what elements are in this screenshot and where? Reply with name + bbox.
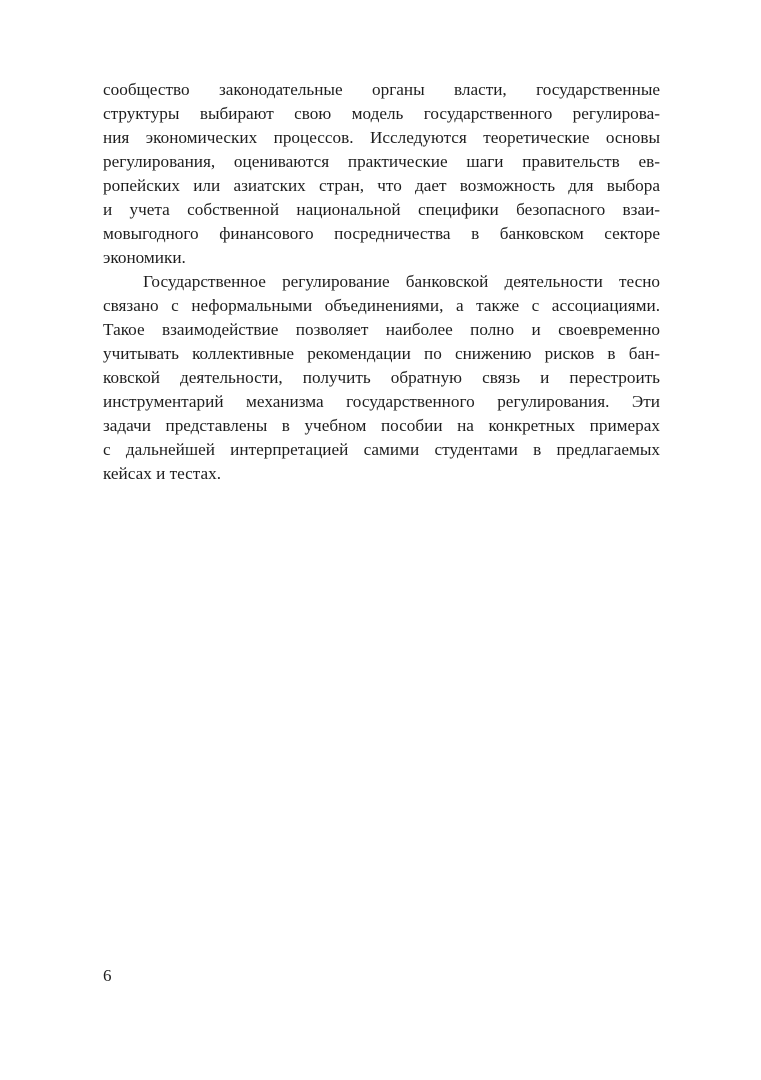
- text-line: инструментарий механизма государственного регулирования. Эти: [103, 392, 660, 411]
- body-text: [103, 78, 660, 486]
- text-line: с дальнейшей интерпретацией самими студентами в предлагаемых: [103, 440, 660, 459]
- text-line: ния экономических процессов. Исследуются теоретические основы: [103, 128, 660, 147]
- paragraph-2: [103, 270, 660, 486]
- text-line: учитывать коллективные рекомендации по снижению рисков в бан-: [103, 344, 660, 363]
- text-line: связано с неформальными объединениями, а также с ассоциациями.: [103, 296, 660, 315]
- text-line: кейсах и тестах.: [103, 464, 222, 483]
- text-line: структуры выбирают свою модель государственного регулирова-: [103, 104, 660, 123]
- text-line: задачи представлены в учебном пособии на конкретных примерах: [103, 416, 660, 435]
- text-line: ковской деятельности, получить обратную связь и перестроить: [103, 368, 660, 387]
- text-line: Такое взаимодействие позволяет наиболее полно и своевременно: [103, 320, 660, 339]
- page-number: 6: [103, 966, 112, 985]
- text-line: экономики.: [103, 248, 186, 267]
- text-line: регулирования, оцениваются практические шаги правительств ев-: [103, 152, 660, 171]
- text-line: мовыгодного финансового посредничества в банковском секторе: [103, 224, 660, 243]
- text-line: ропейских или азиатских стран, что дает возможность для выбора: [103, 176, 660, 195]
- text-line: сообщество законодательные органы власти, государственные: [103, 80, 660, 99]
- text-line: Государственное регулирование банковской деятельности тесно: [143, 272, 660, 291]
- paragraph-1: [103, 78, 660, 270]
- text-line: и учета собственной национальной специфики безопасного взаи-: [103, 200, 660, 219]
